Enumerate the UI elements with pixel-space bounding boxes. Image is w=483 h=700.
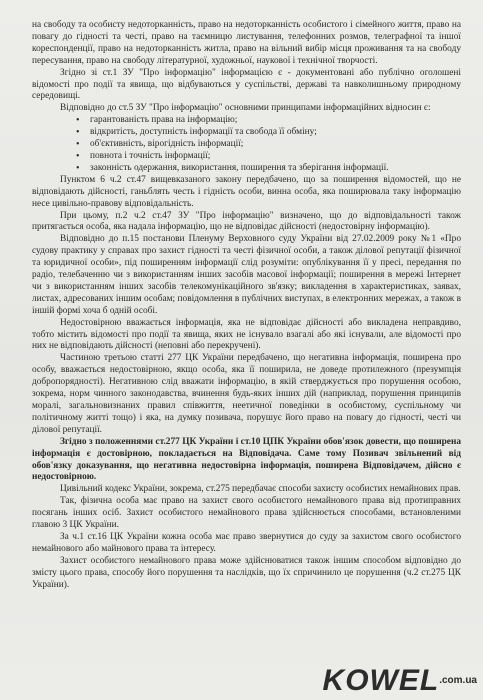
logo-domain: .com.ua: [439, 675, 477, 686]
paragraph: Частиною третьою статті 277 ЦК України передбачено, що негативна інформація, поширена про особу, вважається недостовірною, якщо особа, яка її поширила, не доведе протилежного (презумпція добропорядності). Негативною слід вважати інформацію, в якій стверджується про порушення особою, зокрема, норм чинного законодавства, вчинення будь-яких інших дій (наприклад, порушення принципів моралі, загальновизнаних правил співжиття, неетичної поведінки в особистому, суспільному чи політичному житті тощо) і яка, на думку позивача, порушує його право на повагу до гідності, честі чи ділової репутації.: [32, 353, 461, 435]
watermark-logo: [323, 666, 477, 696]
paragraph: на свободу та особисту недоторканність, право на недоторканність особистого і сімейного життя, право на повагу до гідності та честі, право на таємницю листування, телефонних розмов, телеграфної та іншої кореспонденції, право на недоторканність житла, право на вільний вибір місця проживання та на свободу пересування, право на свободу літературної, художньої, наукової і технічної творчості.: [32, 20, 461, 66]
list-item: • законність одержання, використання, поширення та зберігання інформації.: [90, 163, 461, 175]
logo-text: KOWEL: [322, 664, 440, 697]
paragraph: Відповідно до п.15 постанови Пленуму Верховного суду України від 27.02.2009 року №1 «Про судову практику у справах про захист гідності та честі фізичної особи, а також ділової репутації фізичної та юридичної особи», під поширенням інформації слід розуміти: опублікування її у пресі, передання по радіо, телебаченню чи з використанням інших засобів масової інформації; поширення в мережі Інтернет чи з використанням інших засобів телекомунікаційного зв'язку; викладення в характеристиках, заявах, листах, адресованих іншим особам; повідомлення в публічних виступах, в електронних мережах, а також в іншій формі хоча б одній особі.: [32, 234, 461, 316]
list-item: • об'єктивність, вірогідність інформації;: [90, 139, 461, 151]
paragraph: При цьому, п.2 ч.2 ст.47 ЗУ "Про інформацію" визначено, що до відповідальності також притягається особа, яка надала інформацію, що не відповідає дійсності (недостовірну інформацію).: [32, 210, 461, 233]
paragraph: Пунктом 6 ч.2 ст.47 вищевказаного закону передбачено, що за поширення відомостей, що не відповідають дійсності, ганьблять честь і гідність особи, винна особа, яка поширювала таку інформацію несе цивільно-правову відповідальність.: [32, 174, 461, 209]
paragraph: Недостовірною вважається інформація, яка не відповідає дійсності або викладена неправдиво, тобто містить відомості про події та явища, яких не існувало взагалі або які існували, але відомості про них не відповідають дійсності (неповні або перекручені).: [32, 317, 461, 352]
paragraph: Так, фізична особа має право на захист свого особистого немайнового права від протиправних посягань інших осіб. Захист особистого немайнового права здійснюється способами, встановленими главою 3 ЦК України.: [32, 496, 461, 531]
paragraph: Відповідно до ст.5 ЗУ "Про інформацію" основними принципами інформаційних відносин є:: [60, 103, 431, 114]
paragraph: Захист особистого немайнового права може здійснюватися також іншим способом відповідно до змісту цього права, способу його порушення та наслідків, що їх спричинило це порушення (ч.2 ст.275 ЦК України).: [32, 555, 461, 590]
list-item: • відкритість, доступність інформації та свобода її обміну;: [90, 127, 461, 139]
paragraph: Згідно зі ст.1 ЗУ "Про інформацію" інформацією є - документовані або публічно оголошені відомості про події та явища, що відбуваються у суспільстві, державі та навколишньому природному середовищі.: [32, 67, 461, 102]
principles-list: [32, 115, 461, 175]
bold-paragraph: Згідно з положеннями ст.277 ЦК України і ст.10 ЦПК України обов'язок довести, що поширена інформація є достовірною, покладається на Відповідача. Саме тому Позивач звільнений від обов'язку доказування, що негативна недостовірна інформація, поширена Відповідачем, дійсно є недостовірною.: [32, 436, 461, 483]
paragraph: За ч.1 ст.16 ЦК України кожна особа має право звернутися до суду за захистом свого особистого немайнового або майнового права та інтересу.: [32, 531, 461, 554]
paragraph: Цивільний кодекс України, зокрема, ст.275 передбачає способи захисту особистих немайнових прав.: [60, 484, 461, 495]
list-item: • повнота і точність інформації;: [90, 151, 461, 163]
list-item: • гарантованість права на інформацію;: [90, 115, 461, 127]
